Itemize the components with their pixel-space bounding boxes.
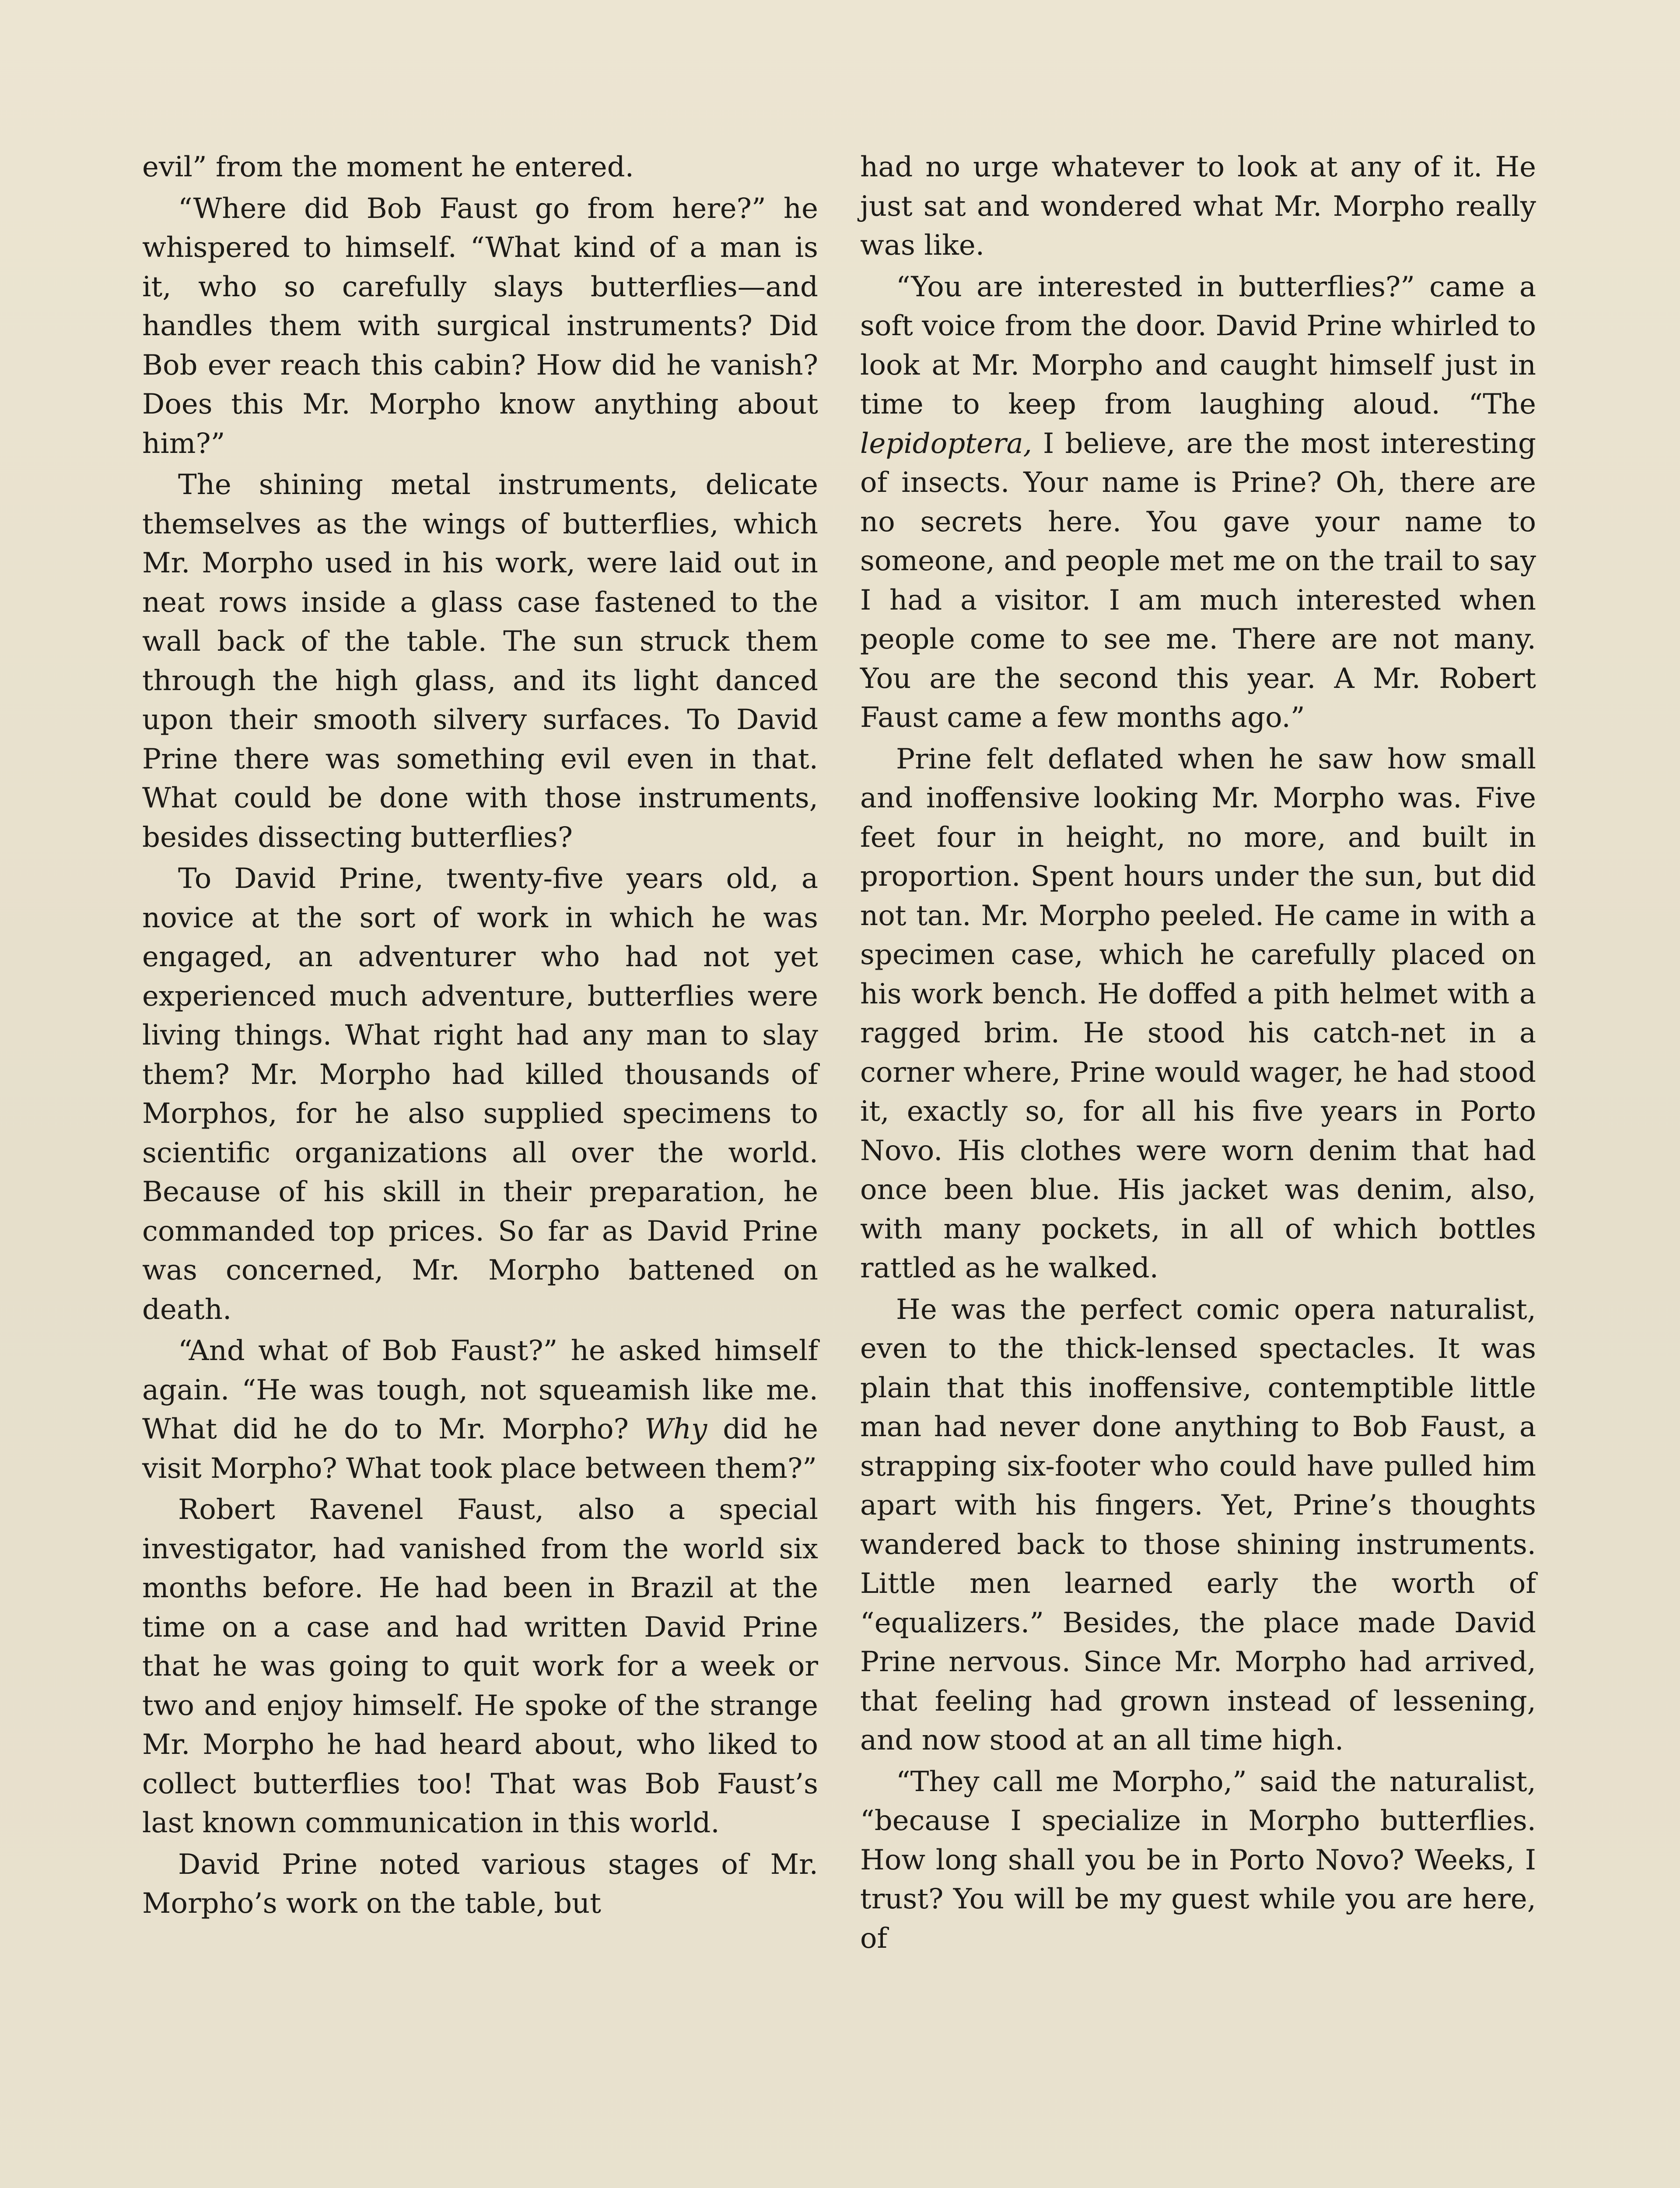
paragraph: had no urge whatever to look at any of it. He just sat and wondered what Mr. Morpho really was like. bbox=[860, 151, 1536, 262]
paragraph: To David Prine, twenty-five years old, a novice at the sort of work in which he was engaged, an adventurer who had not yet experienced much adventure, butterflies were living things. What right had any man to slay them? Mr. Morpho had killed thousands of Morphos, for he also supplied specimens to scientific organizations all over the world. Because of his skill in their preparation, he commanded top prices. So far as David Prine was concerned, Mr. Morpho battened on death. bbox=[142, 863, 818, 1326]
paragraph: “They call me Morpho,” said the naturalist, “because I specialize in Morpho butterflies. How long shall you be in Porto Novo? Weeks, I trust? You will be my guest while you are here, of bbox=[860, 1765, 1536, 1955]
right-column bbox=[860, 148, 1536, 1960]
text-run: “And what of Bob Faust?” he asked himself again. “He was tough, not squeamish like me. What did he do to Mr. Morpho? bbox=[142, 1335, 818, 1445]
paragraph: Robert Ravenel Faust, also a special investigator, had vanished from the world six months before. He had been in Brazil at the time on a case and had written David Prine that he was going to quit work for a week or two and enjoy himself. He spoke of the strange Mr. Morpho he had heard about, who liked to collect butterflies too! That was Bob Faust’s last known communication in this world. bbox=[142, 1494, 818, 1839]
paragraph bbox=[142, 1332, 818, 1488]
paragraph: evil” from the moment he entered. bbox=[142, 151, 634, 183]
paragraph: Prine felt deflated when he saw how small and inoffensive looking Mr. Morpho was. Five feet four in height, no more, and built in proportion. Spent hours under the sun, but did not tan. Mr. Morpho peeled. He came in with a specimen case, which he carefully placed on his work bench. He doffed a pith helmet with a ragged brim. He stood his catch-net in a corner where, Prine would wager, he had stood it, exactly so, for all his five years in Porto Novo. His clothes were worn denim that had once been blue. His jacket was denim, also, with many pockets, in all of which bottles rattled as he walked. bbox=[860, 743, 1536, 1284]
paragraph bbox=[860, 268, 1536, 738]
paragraph: The shining metal instruments, delicate themselves as the wings of butterflies, which Mr. Morpho used in his work, were laid out in neat rows inside a glass case fastened to the wall back of the table. The sun struck them through the high glass, and its light danced upon their smooth silvery surfaces. To David Prine there was something evil even in that. What could be done with those instruments, besides dissecting butterflies? bbox=[142, 469, 818, 854]
text-run: “You are interested in butterflies?” came a soft voice from the door. David Prine whirled to look at Mr. Morpho and caught himself just in time to keep from laughing aloud. “The bbox=[860, 270, 1536, 421]
paragraph: David Prine noted various stages of Mr. Morpho’s work on the table, but bbox=[142, 1848, 818, 1920]
text-run: did he visit Morpho? What took place between them?” bbox=[142, 1413, 819, 1485]
left-column bbox=[142, 148, 818, 1926]
text-run: I believe, are the most interesting of insects. Your name is Prine? Oh, there are no secrets here. You gave your name to someone, and people met me on the trail to say I had a visitor. I am much interested when people come to see me. There are not many. You are the second this year. A Mr. Robert Faust came a few months ago.” bbox=[860, 427, 1536, 734]
emphasis: lepidoptera, bbox=[860, 427, 1032, 460]
emphasis: Why bbox=[644, 1413, 707, 1445]
paragraph: “Where did Bob Faust go from here?” he whispered to himself. “What kind of a man is it, who so carefully slays butterflies—and handles them with surgical instruments? Did Bob ever reach this cabin? How did he vanish? Does this Mr. Morpho know anything about him?” bbox=[142, 192, 818, 460]
paragraph: He was the perfect comic opera naturalist, even to the thick-lensed spectacles. It was plain that this inoffensive, contemptible little man had never done anything to Bob Faust, a strapping six-footer who could have pulled him apart with his fingers. Yet, Prine’s thoughts wandered back to those shining instruments. Little men learned early the worth of “equalizers.” Besides, the place made David Prine nervous. Since Mr. Morpho had arrived, that feeling had grown instead of lessening, and now stood at an all time high. bbox=[860, 1293, 1536, 1757]
